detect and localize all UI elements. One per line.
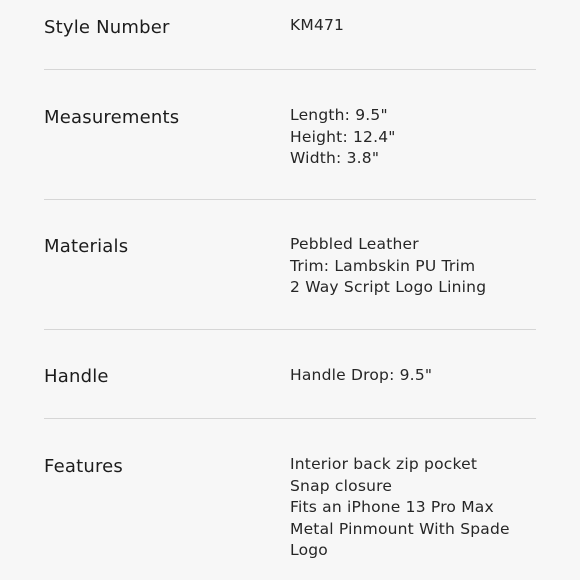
row-divider xyxy=(44,329,536,330)
spec-label-materials: Materials xyxy=(44,236,129,257)
row-divider xyxy=(44,199,536,200)
spec-values-handle xyxy=(290,365,432,387)
spec-values-style-number xyxy=(290,15,344,37)
spec-value: Snap closure xyxy=(290,476,393,495)
spec-label-handle: Handle xyxy=(44,366,109,387)
spec-label-style-number: Style Number xyxy=(44,17,170,38)
spec-value: Interior back zip pocket xyxy=(290,455,478,473)
spec-value: KM471 xyxy=(290,16,345,34)
spec-value: Handle Drop: 9.5" xyxy=(290,366,433,384)
spec-values-measurements xyxy=(290,105,396,170)
row-divider xyxy=(44,418,536,419)
spec-values-materials xyxy=(290,234,486,299)
spec-value: Width: 3.8" xyxy=(290,149,380,167)
spec-label-measurements: Measurements xyxy=(44,107,180,128)
row-divider xyxy=(44,69,536,70)
spec-value: Trim: Lambskin PU Trim xyxy=(290,256,476,275)
spec-value: Length: 9.5" xyxy=(290,106,388,124)
spec-value: Fits an iPhone 13 Pro Max xyxy=(290,498,494,516)
spec-value: Logo xyxy=(290,541,328,559)
spec-values-features xyxy=(290,454,510,562)
spec-value: Metal Pinmount With Spade xyxy=(290,519,510,538)
spec-label-features: Features xyxy=(44,456,123,477)
spec-value: Height: 12.4" xyxy=(290,127,396,146)
spec-value: 2 Way Script Logo Lining xyxy=(290,278,487,296)
spec-value: Pebbled Leather xyxy=(290,235,419,253)
